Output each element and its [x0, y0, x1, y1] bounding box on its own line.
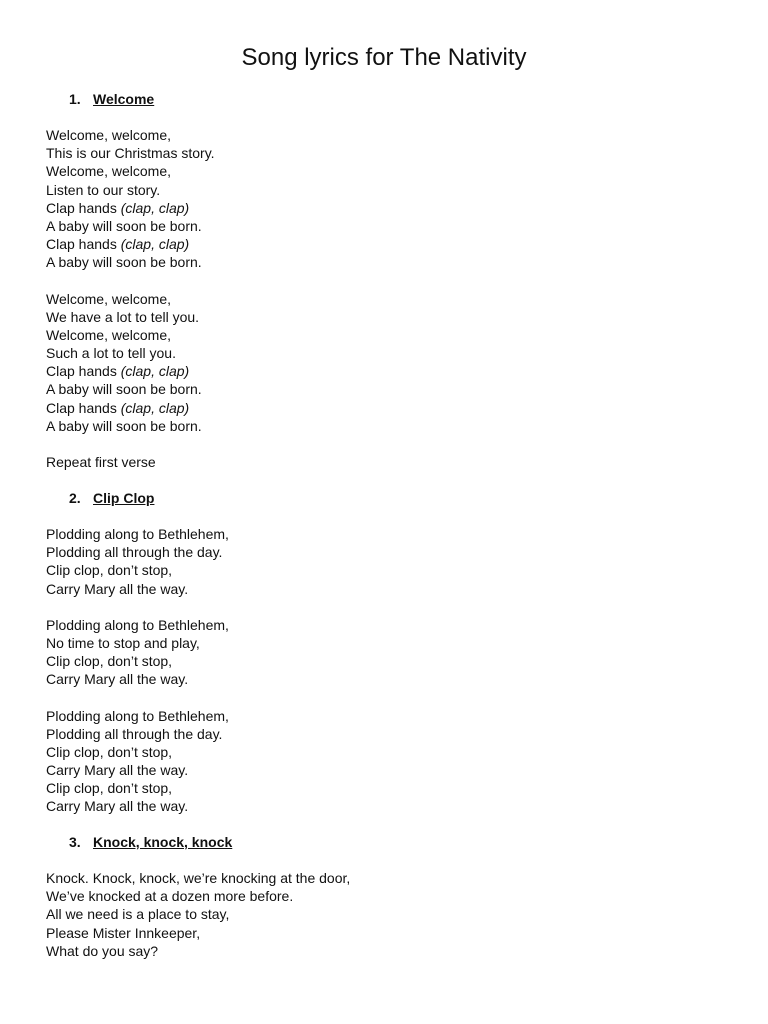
lyric-text: Welcome, welcome,: [46, 127, 172, 143]
lyric-text: Clip clop, don’t stop,: [46, 562, 173, 579]
lyric-text: All we need is a place to stay,: [46, 906, 230, 923]
lyric-text: What do you say?: [46, 942, 159, 959]
lyric-text: Welcome, welcome,: [46, 163, 172, 180]
lyric-line: [46, 580, 726, 598]
lyric-text: No time to stop and play,: [46, 634, 200, 651]
song-section: [46, 489, 726, 816]
song-verse: [46, 869, 726, 960]
lyric-text: Welcome, welcome,: [46, 326, 172, 343]
lyric-line: [46, 561, 726, 579]
lyric-line: [46, 707, 726, 725]
song-heading: [46, 833, 726, 851]
lyric-line: [46, 543, 726, 561]
song-section: [46, 90, 726, 471]
song-verse: [46, 126, 726, 272]
lyric-line: [46, 616, 726, 634]
song-number: 3.: [69, 834, 81, 850]
song-title: Clip Clop: [93, 490, 155, 506]
lyric-text: Clap hands: [46, 399, 121, 416]
lyric-text: Plodding along to Bethlehem,: [46, 526, 229, 542]
stage-direction: (clap, clap): [120, 199, 190, 216]
lyric-text: A baby will soon be born.: [46, 217, 202, 234]
lyric-text: Such a lot to tell you.: [46, 345, 176, 362]
lyric-text: A baby will soon be born.: [46, 381, 202, 398]
lyric-line: [46, 199, 726, 217]
lyric-text: Plodding along to Bethlehem,: [46, 616, 229, 633]
lyric-line: [46, 144, 726, 162]
lyric-text: Welcome, welcome,: [46, 290, 172, 307]
lyric-text: Carry Mary all the way.: [46, 762, 189, 779]
song-heading: [46, 90, 726, 108]
lyric-line: [46, 380, 726, 398]
lyric-text: We have a lot to tell you.: [46, 308, 200, 325]
song-number: 2.: [69, 490, 81, 506]
lyric-line: [46, 181, 726, 199]
lyric-line: [46, 399, 726, 417]
lyric-line: [46, 652, 726, 670]
lyric-text: Knock. Knock, knock, we’re knocking at the door,: [46, 870, 351, 886]
song-verse: [46, 453, 726, 471]
lyric-text: Clap hands: [46, 199, 121, 216]
lyric-line: [46, 453, 726, 471]
lyric-text: Clip clop, don’t stop,: [46, 780, 173, 797]
lyric-text: Clip clop, don’t stop,: [46, 743, 173, 760]
lyric-text: Carry Mary all the way.: [46, 580, 189, 597]
lyric-line: [46, 344, 726, 362]
lyric-line: [46, 634, 726, 652]
lyric-text: Please Mister Innkeeper,: [46, 924, 201, 941]
song-number: 1.: [69, 91, 81, 107]
lyric-line: [46, 217, 726, 235]
lyric-line: [46, 761, 726, 779]
lyric-text: Repeat first verse: [46, 454, 156, 470]
stage-direction: (clap, clap): [120, 363, 190, 380]
lyric-text: This is our Christmas story.: [46, 145, 215, 162]
lyric-text: Plodding all through the day.: [46, 544, 223, 561]
lyric-line: [46, 869, 726, 887]
lyric-line: [46, 797, 726, 815]
song-verse: [46, 290, 726, 436]
lyric-line: [46, 326, 726, 344]
song-verse: [46, 616, 726, 689]
lyric-text: Carry Mary all the way.: [46, 671, 189, 688]
lyric-line: [46, 887, 726, 905]
song-title: Knock, knock, knock: [93, 834, 233, 850]
page-title: Song lyrics for The Nativity: [241, 44, 527, 71]
lyric-line: [46, 725, 726, 743]
lyric-line: [46, 235, 726, 253]
song-verse: [46, 525, 726, 598]
lyric-text: Clap hands: [46, 236, 121, 253]
lyric-line: [46, 417, 726, 435]
lyric-text: Carry Mary all the way.: [46, 798, 189, 815]
lyric-line: [46, 942, 726, 960]
lyric-line: [46, 308, 726, 326]
lyric-text: We’ve knocked at a dozen more before.: [46, 888, 294, 905]
lyric-text: Plodding along to Bethlehem,: [46, 707, 229, 724]
stage-direction: (clap, clap): [120, 399, 190, 416]
lyric-text: Clip clop, don’t stop,: [46, 653, 173, 670]
song-verse: [46, 707, 726, 816]
lyric-line: [46, 253, 726, 271]
lyric-line: [46, 924, 726, 942]
lyric-text: Plodding all through the day.: [46, 725, 223, 742]
stage-direction: (clap, clap): [120, 236, 190, 253]
lyric-text: Clap hands: [46, 363, 121, 380]
lyric-text: Listen to our story.: [46, 181, 161, 198]
song-title: Welcome: [93, 91, 155, 107]
lyric-line: [46, 779, 726, 797]
lyric-line: [46, 162, 726, 180]
lyric-line: [46, 362, 726, 380]
song-section: [46, 833, 726, 960]
lyric-line: [46, 670, 726, 688]
lyric-line: [46, 743, 726, 761]
lyric-line: [46, 525, 726, 543]
lyric-line: [46, 290, 726, 308]
lyric-line: [46, 126, 726, 144]
song-heading: [46, 489, 726, 507]
lyric-text: A baby will soon be born.: [46, 254, 202, 271]
lyric-line: [46, 905, 726, 923]
lyric-text: A baby will soon be born.: [46, 417, 202, 434]
